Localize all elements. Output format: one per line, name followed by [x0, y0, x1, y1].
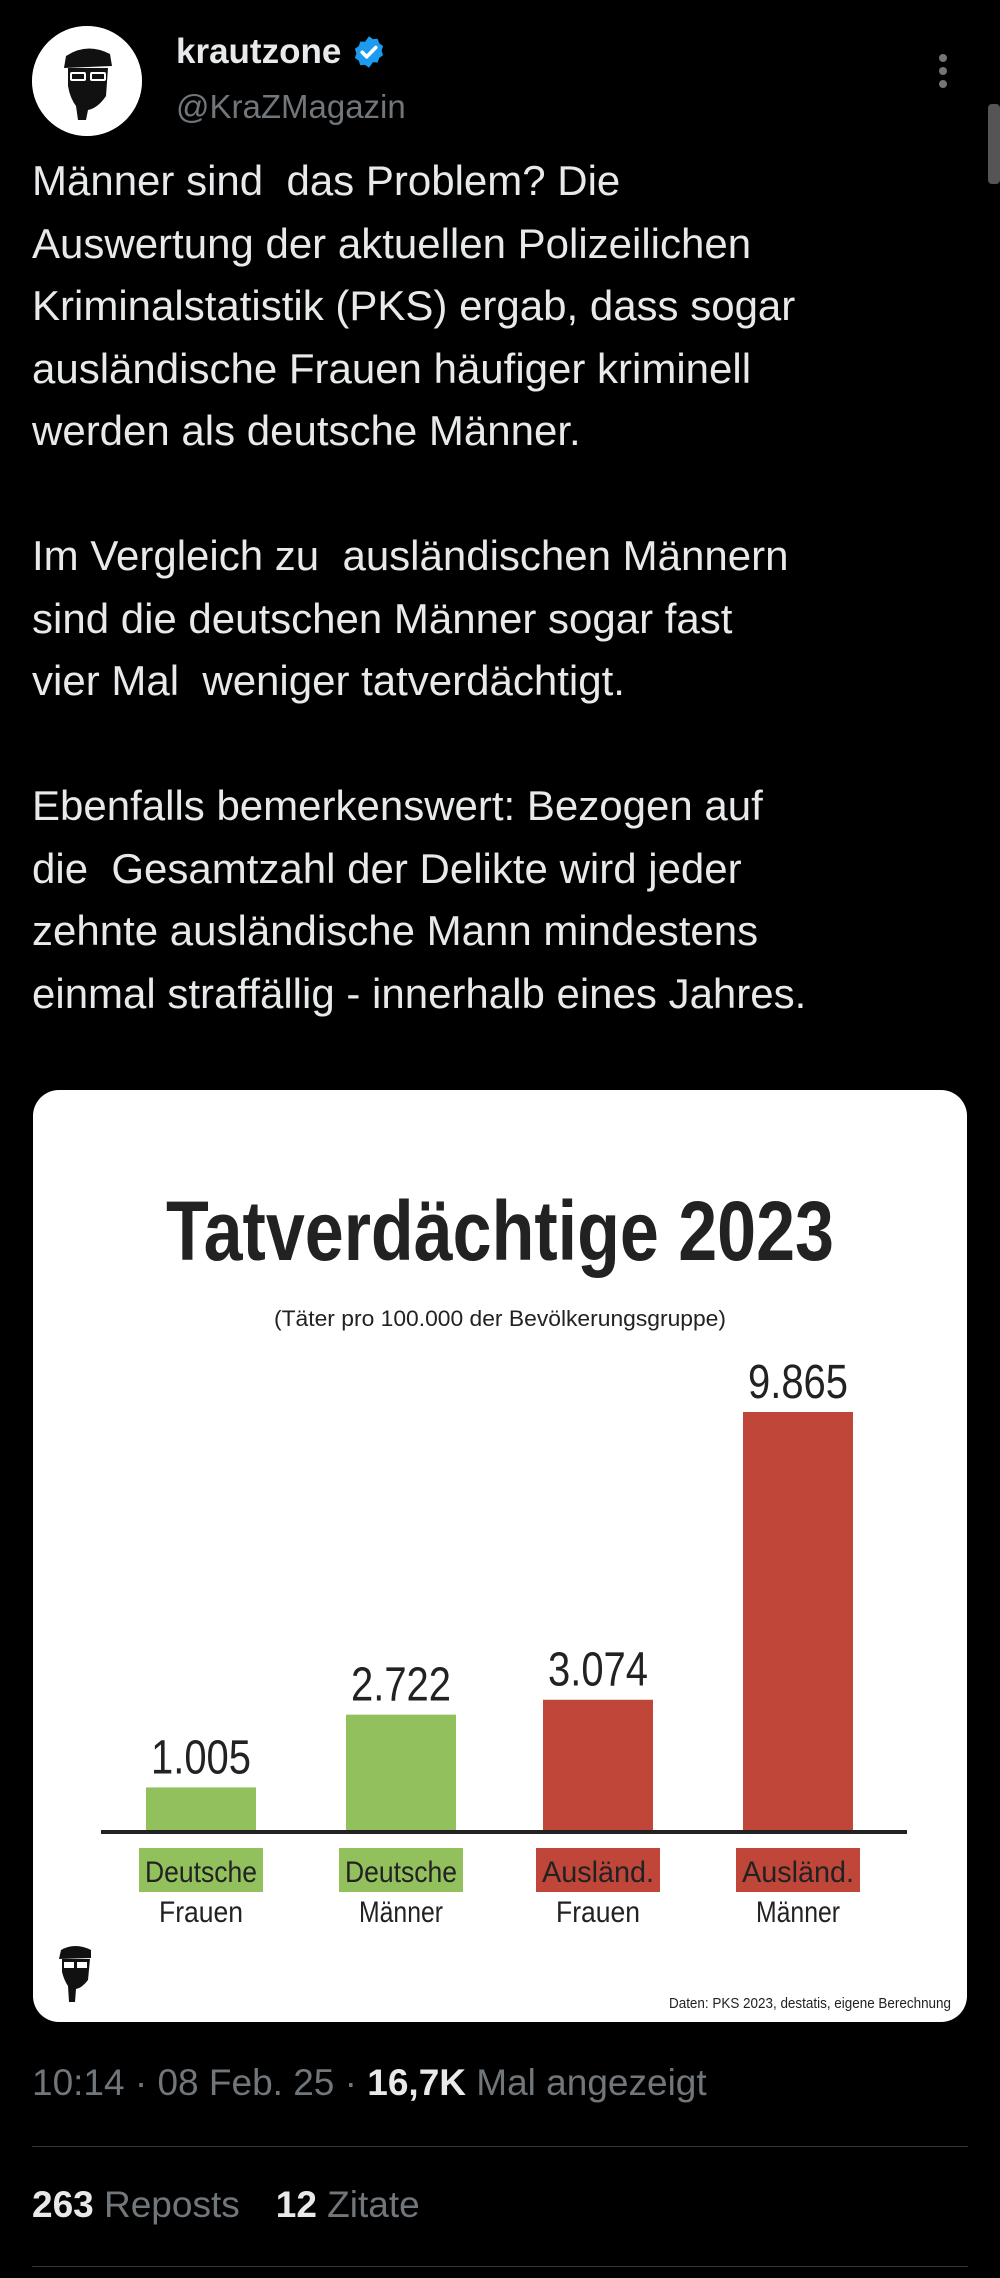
quotes-stat[interactable] [276, 2184, 420, 2225]
category-label: Männer [359, 1896, 444, 1929]
account-name[interactable]: krautzone [176, 32, 342, 71]
chart-source: Daten: PKS 2023, destatis, eigene Berechnung [669, 1995, 951, 2012]
chart-subtitle: (Täter pro 100.000 der Bevölkerungsgruppe) [274, 1306, 726, 1331]
tweet-image-card[interactable] [33, 1090, 967, 2022]
tweet-header [32, 26, 968, 126]
category-label: Deutsche [345, 1856, 457, 1889]
divider [32, 2266, 968, 2267]
quotes-count: 12 [275, 2184, 317, 2225]
bar [146, 1787, 256, 1830]
tweet-timestamp[interactable]: 10:14 · 08 Feb. 25 · [32, 2062, 368, 2103]
category-label: Männer [756, 1896, 841, 1929]
brand-logo-icon [59, 1946, 91, 2002]
tweet-paragraph: Ebenfalls bemerkenswert: Bezogen auf die Gesamtzahl der Delikte wird jeder zehnte ausländische Mann mindestens einmal straffällig - innerhalb eines Jahres. [32, 782, 807, 1017]
views-count: 16,7K [367, 2062, 466, 2103]
category-label: Frauen [159, 1896, 243, 1929]
verified-badge-icon [351, 34, 387, 70]
bar-value-label: 2.722 [351, 1658, 451, 1712]
tweet-paragraph: Im Vergleich zu ausländischen Männern sind die deutschen Männer sogar fast vier Mal weniger tatverdächtigt. [32, 532, 789, 704]
views-label: Mal angezeigt [466, 2062, 707, 2103]
bar [346, 1715, 456, 1830]
tweet-meta [32, 2062, 707, 2104]
category-label: Frauen [556, 1896, 640, 1929]
reposts-stat[interactable] [32, 2184, 240, 2225]
category-label: Ausländ. [742, 1856, 854, 1889]
tweet-paragraph: Männer sind das Problem? Die Auswertung der aktuellen Polizeilichen Kriminalstatistik (PKS) ergab, dass sogar ausländische Frauen häufiger kriminell werden als deutsche Männer. [32, 157, 796, 454]
chart-title: Tatverdächtige 2023 [166, 1184, 834, 1278]
bar-chart [33, 1090, 967, 2022]
category-label: Deutsche [145, 1856, 257, 1889]
bar-value-label: 3.074 [548, 1643, 648, 1697]
tweet-text [32, 150, 972, 1025]
bar-value-label: 1.005 [151, 1731, 251, 1785]
divider [32, 2146, 968, 2147]
scrollbar-thumb[interactable] [988, 104, 1000, 184]
bar [743, 1412, 853, 1830]
reposts-count: 263 [32, 2184, 94, 2225]
account-handle[interactable]: @KraZMagazin [176, 88, 406, 125]
quotes-label: Zitate [316, 2184, 420, 2225]
tweet-stats [32, 2184, 420, 2226]
bar-value-label: 9.865 [748, 1356, 848, 1409]
category-label: Ausländ. [542, 1856, 654, 1889]
avatar-logo-icon [32, 26, 142, 136]
more-options-icon[interactable] [928, 46, 958, 96]
account-name-row[interactable] [176, 32, 387, 72]
reposts-label: Reposts [93, 2184, 240, 2225]
bar [543, 1700, 653, 1830]
avatar[interactable] [32, 26, 142, 136]
